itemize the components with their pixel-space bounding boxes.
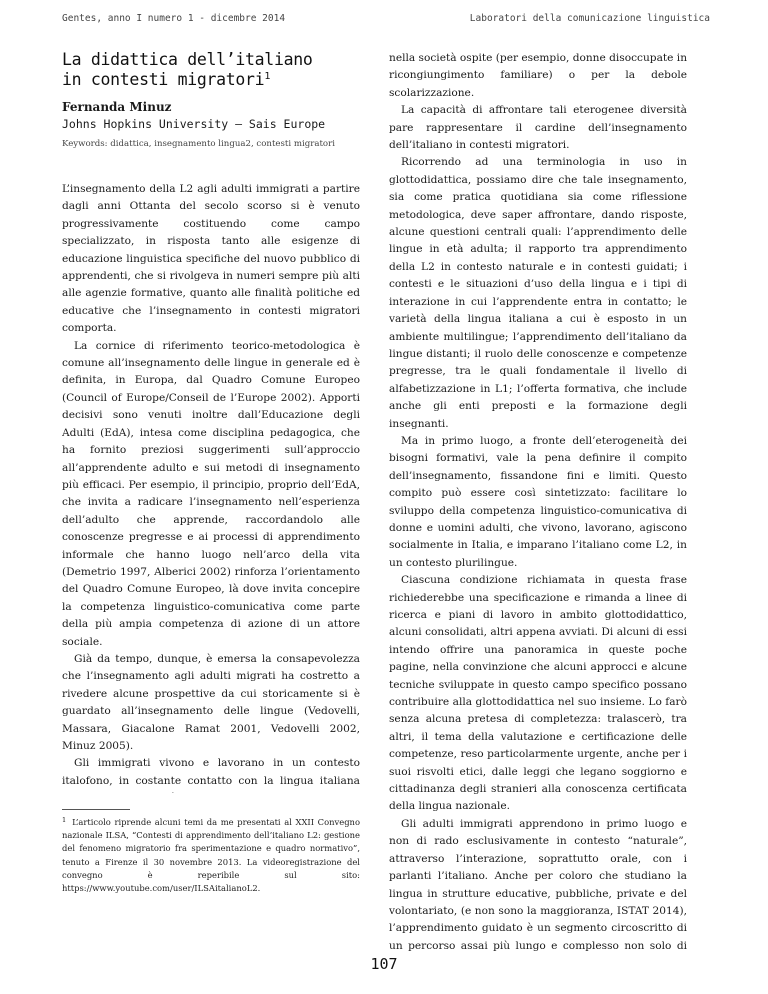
footnote-mark: 1 — [62, 816, 67, 824]
paragraph: Gli immigrati vivono e lavorano in un contesto italofono, in costante contatto con la lingua italiana — [62, 757, 360, 787]
keywords: Keywords: didattica, insegnamento lingua2, contesti migratori — [62, 139, 335, 149]
paragraph: Ricorrendo ad una terminologia in uso in glottodidattica, possiamo dire che tale insegnamento, sia come pratica quotidiana sia come riflessione metodologica, deve saper affrontare, dando risposte, alcune questioni centrali quali: l’apprendimento delle lingue in età adulta; il rapporto tra apprendimento della L2 in contesto naturale e in contesti guidati; i contesti e le situazioni d’uso della lingua e i tipi di interazione in cui l’apprendente entra in contatto; le varietà della lingua italiana a cui è esposto in un ambiente multilingue; l’apprendimento dell’italiano da lingue distanti; il ruolo delle conoscenze e competenze pregresse, tra le quali fondamentale il livello di alfabetizzazione in L1; l’offerta formativa, che include anche gli enti preposti e la formazione degli insegnanti. — [389, 156, 687, 430]
title-footnote-mark[interactable]: 1 — [264, 71, 271, 82]
paragraph: La capacità di affrontare tali eterogenee diversità pare rappresentare il cardine dell’insegnamento dell’italiano in contesti migratori. — [389, 104, 687, 152]
paragraph: nella società ospite (per esempio, donne disoccupate in ricongiungimento familiare) o per la debole scolarizzazione. — [389, 52, 687, 99]
paragraph: Gli adulti immigrati apprendono in primo luogo e non di rado esclusivamente in contesto “naturale”, attraverso l’interazione, soprattutto orale, con i parlanti l’italiano. Anche per coloro che studiano la lingua in strutture educative, pubbliche, private e del volontariato, (e non sono la maggioranza, ISTAT 2014), l’apprendimento guidato è un segmento circoscritto di un percorso assai più lungo e complesso non solo di — [389, 817, 687, 952]
paragraph: L’insegnamento della L2 agli adulti immigrati a partire dagli anni Ottanta del secolo scorso si è venuto progressivamente costituendo come campo specializzato, in risposta tanto alle esigenze di educazione linguistica specifiche del nuovo pubblico di apprendenti, che si rivolgeva in numeri sempre più alti alle agenzie formative, quanto alle finalità politiche ed educative che l’insegnamento in contesti migratori comporta. — [62, 183, 360, 335]
right-column — [389, 50, 687, 954]
paragraph: Già da tempo, dunque, è emersa la consapevolezza che l’insegnamento agli adulti migrati ha costretto a rivedere alcune prospettive da cui storicamente si è guardato all’insegnamento delle lingue (Vedovelli, Massara, Giacalone Ramat 2001, Vedovelli 2002, Minuz 2005). — [62, 652, 360, 752]
left-column — [62, 181, 360, 793]
paragraph: Ma in primo luogo, a fronte dell’eterogeneità dei bisogni formativi, vale la pena definire il compito dell’insegnamento, fissandone fini e limiti. Questo compito può essere così sintetizzato: facilitare lo sviluppo della competenza linguistico-comunicativa di donne e uomini adulti, che vivono, lavorano, agiscono socialmente in Italia, e imparano l’italiano come L2, in un contesto plurilingue. — [389, 434, 687, 569]
journal-issue: Gentes, anno I numero 1 - dicembre 2014 — [62, 13, 286, 24]
footnote — [62, 816, 360, 895]
author-name: Fernanda Minuz — [62, 100, 172, 114]
author-affiliation: Johns Hopkins University – Sais Europe — [62, 117, 326, 131]
paragraph: La cornice di riferimento teorico-metodologica è comune all’insegnamento delle lingue in generale ed è definita, in Europa, dal Quadro Comune Europeo (Council of Europe/Conseil de l’Europe 2002). Apporti decisivi sono venuti inoltre dall’Educazione degli Adulti (EdA), intesa come disciplina pedagogica, che ha fornito preziosi suggerimenti sull’approccio all’apprendente adulto e sui metodi di insegnamento più efficaci. Per esempio, il principio, proprio dell’EdA, che invita a radicare l’insegnamento nell’esperienza dell’adulto che apprende, raccordandolo alle conoscenze pregresse e ai processi di apprendimento informale che hanno luogo nell’arco della vita (Demetrio 1997, Alberici 2002) rinforza l’orientamento del Quadro Comune Europeo, là dove invita concepire la competenza linguistico-comunicativa come parte della più ampia competenza di azione di un attore sociale. — [62, 339, 360, 648]
title-line-1: La didattica dell’italiano — [62, 50, 313, 69]
page-number: 107 — [370, 955, 398, 973]
running-header — [62, 13, 710, 27]
footnote-divider — [62, 809, 130, 810]
paragraph: Ciascuna condizione richiamata in questa frase richiederebbe una specificazione e rimanda a linee di ricerca e piani di lavoro in ambito glottodidattico, alcuni consolidati, altri appena avviati. Di alcuni di essi intendo offrire una panoramica in queste poche pagine, nella convinzione che alcuni approcci e alcune tecniche sviluppate in questo campo specifico possano contribuire alla glottodidattica nel suo insieme. Lo farò senza alcuna pretesa di completezza: tralascerò, tra altri, il tema della valutazione e certificazione delle competenze, reso particolarmente urgente, anche per i suoi risvolti etici, dalle leggi che legano soggiorno e cittadinanza degli stranieri alla conoscenza certificata della lingua nazionale. — [389, 574, 687, 813]
title-line-2: in contesti migratori — [62, 70, 265, 89]
section-title: Laboratori della comunicazione linguistica — [469, 13, 710, 24]
footnote-text: L’articolo riprende alcuni temi da me presentati al XXII Convegno nazionale ILSA, “Contesti di apprendimento dell’italiano L2: gestione del fenomeno migratorio fra sperimentazione e quadro normativo”, tenuto a Firenze il 30 novembre 2013. La videoregistrazione del convegno è reperibile sul sito: https://www.youtube.com/user/ILSAitalianoL2. — [62, 817, 360, 894]
article-title — [62, 50, 362, 90]
